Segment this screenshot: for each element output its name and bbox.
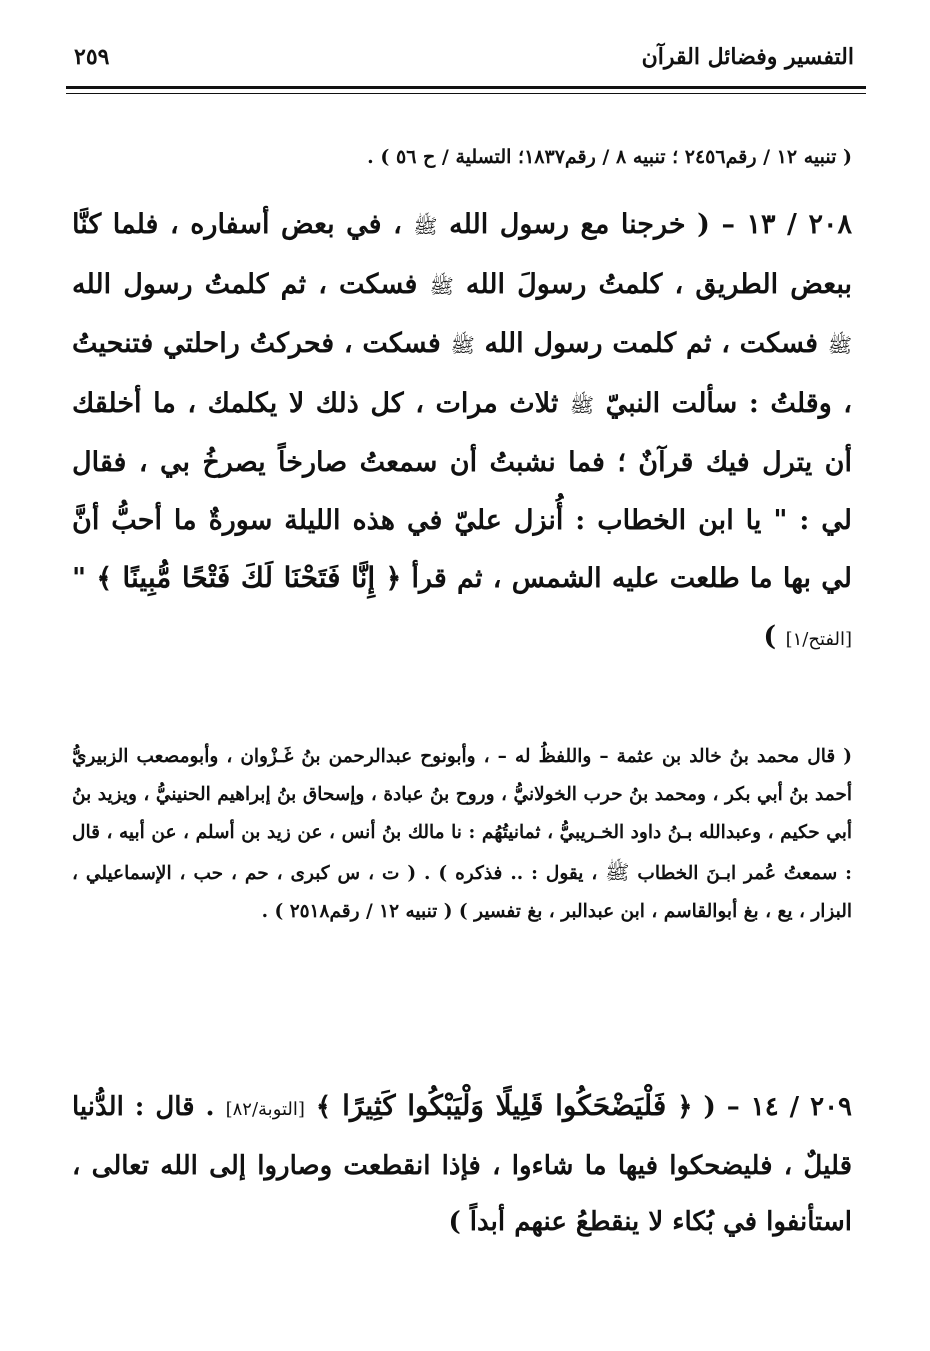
- quran-reference: [الفتح/١]: [785, 628, 852, 650]
- quran-bracket-open: ﴿: [385, 563, 402, 594]
- header-rule-thin: [66, 93, 866, 94]
- hadith-text: . قال : الدُّنيا قليلٌ ، فليضحكوا فيها ما شاءوا ، فإذا انقطعت وصاروا إلى الله تعالى ، استأنفوا في بُكاء لا ينقطعُ عنهم أبداً ): [72, 1092, 852, 1237]
- radiya-icon: ﷺ: [605, 859, 630, 884]
- opening-paren: (: [703, 1092, 716, 1122]
- hadith-number: ٢٠٩ / ١٤ –: [726, 1092, 853, 1122]
- hadith-number: ٢٠٨ / ١٣ –: [721, 209, 852, 240]
- isnad-text: ، يقول : .. فذكره ) . ( ت ، س كبرى ، حم ، حب ، الإسماعيلي ، البزار ، يع ، بغ أبوالقاسم ، ابن عبدالبر ، بغ تفسير ) ( تنبيه ١٢ / رقم٢٥١٨ ) .: [72, 862, 852, 922]
- salawat-icon: ﷺ: [429, 273, 454, 298]
- hadith-209: [72, 1078, 852, 1250]
- closing-paren: ): [763, 620, 777, 652]
- reference-line: ( تنبيه ١٢ / رقم٢٤٥٦ ؛ تنبيه ٨ / رقم١٨٣٧؛ التسلية / ح ٥٦ ) .: [367, 146, 852, 168]
- quran-reference: [التوبة/٨٢]: [225, 1099, 305, 1120]
- header-rule-thick: [66, 86, 866, 89]
- quran-verse: إِنَّا فَتَحْنَا لَكَ فَتْحًا مُّبِينًا: [122, 561, 376, 594]
- hadith-text: ثلاث مرات ، كل ذلك لا يكلمك ، ما أخلقك أن يترل فيك قرآنٌ ؛ فما نشبتُ أن سمعتُ صارخاً يصرخُ بي ، فقال لي : " يا ابن الخطاب : أُنزل عليّ في هذه الليلة سورةٌ ما أحبُّ أنَّ لي بها ما طلعت عليه الشمس ، ثم قرأ: [72, 387, 853, 594]
- hadith-text: ، في بعض أسفاره ، فلما كنَّا ببعض الطريق ، كلمتُ رسولَ الله: [72, 209, 852, 300]
- quran-bracket-open: ﴿: [677, 1092, 693, 1122]
- page-number: ٢٥٩: [74, 44, 110, 70]
- salawat-icon: ﷺ: [413, 214, 438, 238]
- page-header: [66, 42, 866, 76]
- salawat-icon: ﷺ: [450, 333, 475, 357]
- isnad-block: [72, 738, 852, 931]
- hadith-text: فسكت ، فحركتُ راحلتي فتنحيتُ ، وقلتُ : سألت النبيّ: [72, 328, 852, 419]
- quran-verse: فَلْيَضْحَكُوا قَلِيلًا وَلْيَبْكُوا كَثِيرًا: [342, 1089, 667, 1122]
- closing-quote: ": [72, 563, 87, 594]
- quran-bracket-close: ﴾: [96, 563, 113, 594]
- quran-bracket-close: ﴾: [315, 1092, 332, 1122]
- salawat-icon: ﷺ: [827, 333, 853, 357]
- running-title: التفسير وفضائل القرآن: [641, 44, 854, 70]
- hadith-text: فسكت ، ثم كلمت رسول الله: [484, 328, 819, 359]
- hadith-text: ( خرجنا مع رسول الله: [449, 209, 710, 240]
- salawat-icon: ﷺ: [569, 392, 595, 417]
- hadith-208: [72, 196, 852, 668]
- isnad-text: ( قال محمد بنُ خالد بن عثمة – واللفظُ له – ، وأبونوح عبدالرحمن بنُ غَـزْوان ، وأبومصعب الزبيريُّ أحمد بنُ أبي بكر ، ومحمد بنُ حرب الخولانيُّ ، وروح بنُ عبادة ، وإسحاق بنُ إبراهيم الحنينيُّ ، ويزيد بنُ أبي حكيم ، وعبدالله بـنُ داود الخـريبيُّ ، ثمانيتُهُم : نا مالك بنُ أنس ، عن زيد بن أسلم ، عن أبيه ، قال : سمعتُ عُمر ابـنَ الخطاب: [72, 746, 852, 884]
- hadith-text: فسكت ، ثم كلمتُ رسول الله: [72, 268, 418, 300]
